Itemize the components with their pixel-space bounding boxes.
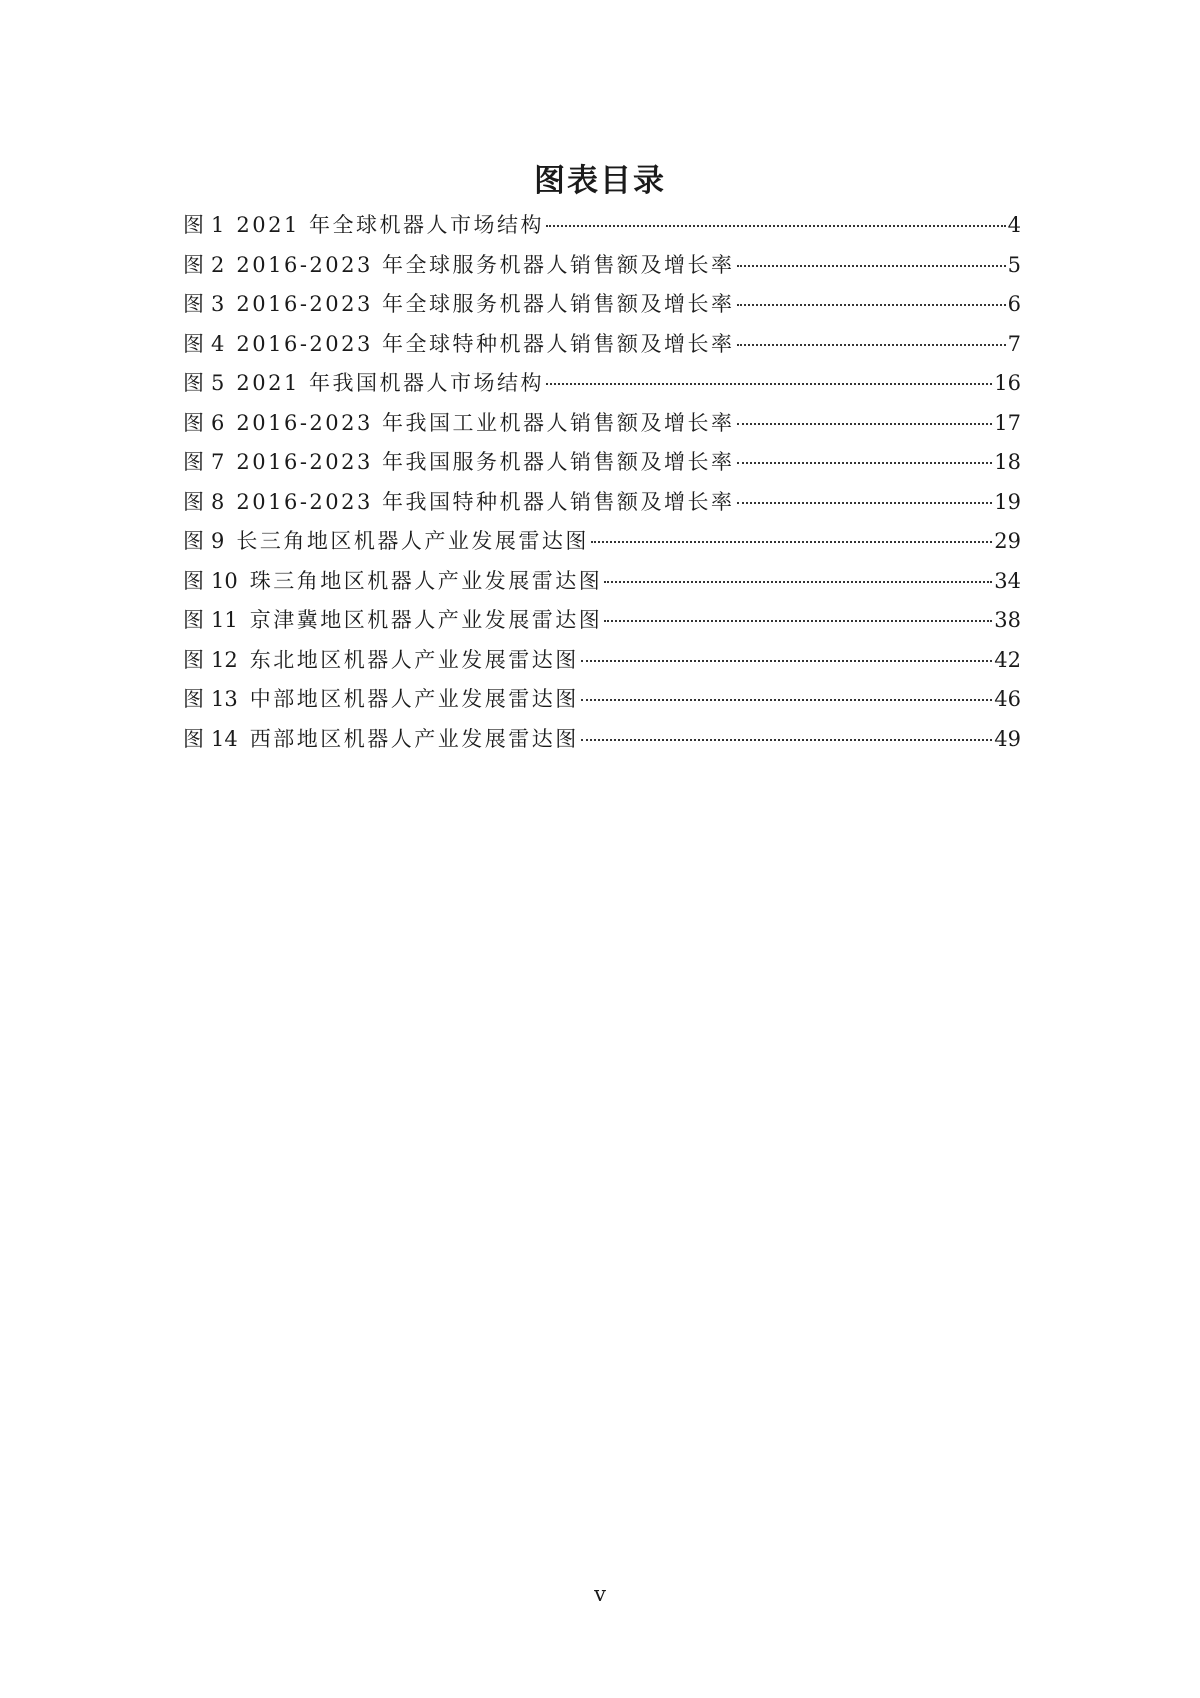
figure-label: 图 — [183, 450, 204, 474]
dot-leader — [737, 344, 1006, 346]
page-reference: 16 — [994, 371, 1021, 395]
page-reference: 18 — [994, 450, 1021, 474]
figure-caption: 珠三角地区机器人产业发展雷达图 — [249, 568, 603, 593]
page-reference: 38 — [994, 608, 1021, 632]
figure-number: 13 — [211, 687, 238, 711]
figure-number: 8 — [211, 489, 225, 514]
dot-leader — [581, 660, 993, 662]
page-reference: 5 — [1007, 252, 1021, 277]
figure-label: 图 — [183, 410, 204, 435]
toc-entry[interactable] — [183, 328, 1021, 368]
page-reference: 46 — [994, 687, 1021, 711]
figure-number: 2 — [211, 252, 225, 277]
figure-label: 图 — [183, 647, 204, 672]
toc-entry[interactable] — [183, 683, 1021, 723]
toc-entry[interactable] — [183, 644, 1021, 684]
figure-number: 3 — [211, 292, 225, 316]
page-reference: 19 — [994, 489, 1021, 514]
figure-number: 11 — [211, 608, 238, 632]
figure-label: 图 — [183, 252, 204, 277]
figure-caption: 2021 年全球机器人市场结构 — [236, 213, 544, 237]
figure-caption: 东北地区机器人产业发展雷达图 — [249, 647, 579, 672]
page-reference: 4 — [1007, 213, 1021, 237]
figure-number: 6 — [211, 410, 225, 435]
toc-entry[interactable] — [183, 525, 1021, 565]
figure-caption: 2021 年我国机器人市场结构 — [236, 371, 544, 395]
figure-number: 10 — [211, 568, 238, 593]
figure-caption: 2016-2023 年我国特种机器人销售额及增长率 — [236, 489, 735, 514]
figure-caption: 2016-2023 年全球特种机器人销售额及增长率 — [236, 331, 735, 356]
toc-entry[interactable] — [183, 565, 1021, 605]
dot-leader — [581, 739, 993, 741]
toc-entry[interactable] — [183, 723, 1021, 763]
figure-number: 12 — [211, 647, 238, 672]
dot-leader — [591, 541, 992, 543]
dot-leader — [737, 462, 993, 464]
page-reference: 17 — [994, 410, 1021, 435]
toc-entry[interactable] — [183, 604, 1021, 644]
page-reference: 6 — [1007, 292, 1021, 316]
figure-label: 图 — [183, 687, 204, 711]
page-reference: 34 — [994, 568, 1021, 593]
toc-entry[interactable] — [183, 288, 1021, 328]
figure-caption: 2016-2023 年全球服务机器人销售额及增长率 — [236, 252, 735, 277]
figure-number: 4 — [211, 331, 225, 356]
page-reference: 49 — [994, 726, 1021, 751]
dot-leader — [581, 699, 993, 701]
toc-entry[interactable] — [183, 249, 1021, 289]
figure-label: 图 — [183, 213, 204, 237]
page-reference: 29 — [994, 529, 1021, 553]
toc-entry[interactable] — [183, 486, 1021, 526]
toc-entry[interactable] — [183, 446, 1021, 486]
figure-caption: 长三角地区机器人产业发展雷达图 — [236, 529, 589, 553]
figure-label: 图 — [183, 726, 204, 751]
toc-entry[interactable] — [183, 209, 1021, 249]
figure-number: 1 — [211, 213, 225, 237]
figure-label: 图 — [183, 529, 204, 553]
figure-label: 图 — [183, 331, 204, 356]
figure-caption: 2016-2023 年我国工业机器人销售额及增长率 — [236, 410, 735, 435]
figure-label: 图 — [183, 292, 204, 316]
figure-number: 9 — [211, 529, 225, 553]
figure-caption: 中部地区机器人产业发展雷达图 — [249, 687, 579, 711]
toc-entry[interactable] — [183, 367, 1021, 407]
figure-number: 14 — [211, 726, 238, 751]
dot-leader — [546, 383, 992, 385]
page-footer-number: v — [594, 1582, 606, 1606]
figure-label: 图 — [183, 568, 204, 593]
figure-label: 图 — [183, 608, 204, 632]
toc-entry[interactable] — [183, 407, 1021, 447]
page-reference: 42 — [994, 647, 1021, 672]
dot-leader — [546, 225, 1006, 227]
figure-label: 图 — [183, 371, 204, 395]
figure-caption: 2016-2023 年我国服务机器人销售额及增长率 — [236, 450, 735, 474]
page-title: 图表目录 — [534, 163, 666, 199]
figure-number: 5 — [211, 371, 225, 395]
page-reference: 7 — [1007, 331, 1021, 356]
figure-label: 图 — [183, 489, 204, 514]
dot-leader — [737, 423, 993, 425]
dot-leader — [604, 620, 992, 622]
figure-caption: 2016-2023 年全球服务机器人销售额及增长率 — [236, 292, 735, 316]
figure-number: 7 — [211, 450, 225, 474]
figure-caption: 西部地区机器人产业发展雷达图 — [249, 726, 579, 751]
dot-leader — [737, 265, 1006, 267]
dot-leader — [604, 581, 992, 583]
dot-leader — [737, 502, 993, 504]
figure-list — [183, 209, 1021, 762]
figure-caption: 京津冀地区机器人产业发展雷达图 — [249, 608, 603, 632]
dot-leader — [737, 304, 1006, 306]
